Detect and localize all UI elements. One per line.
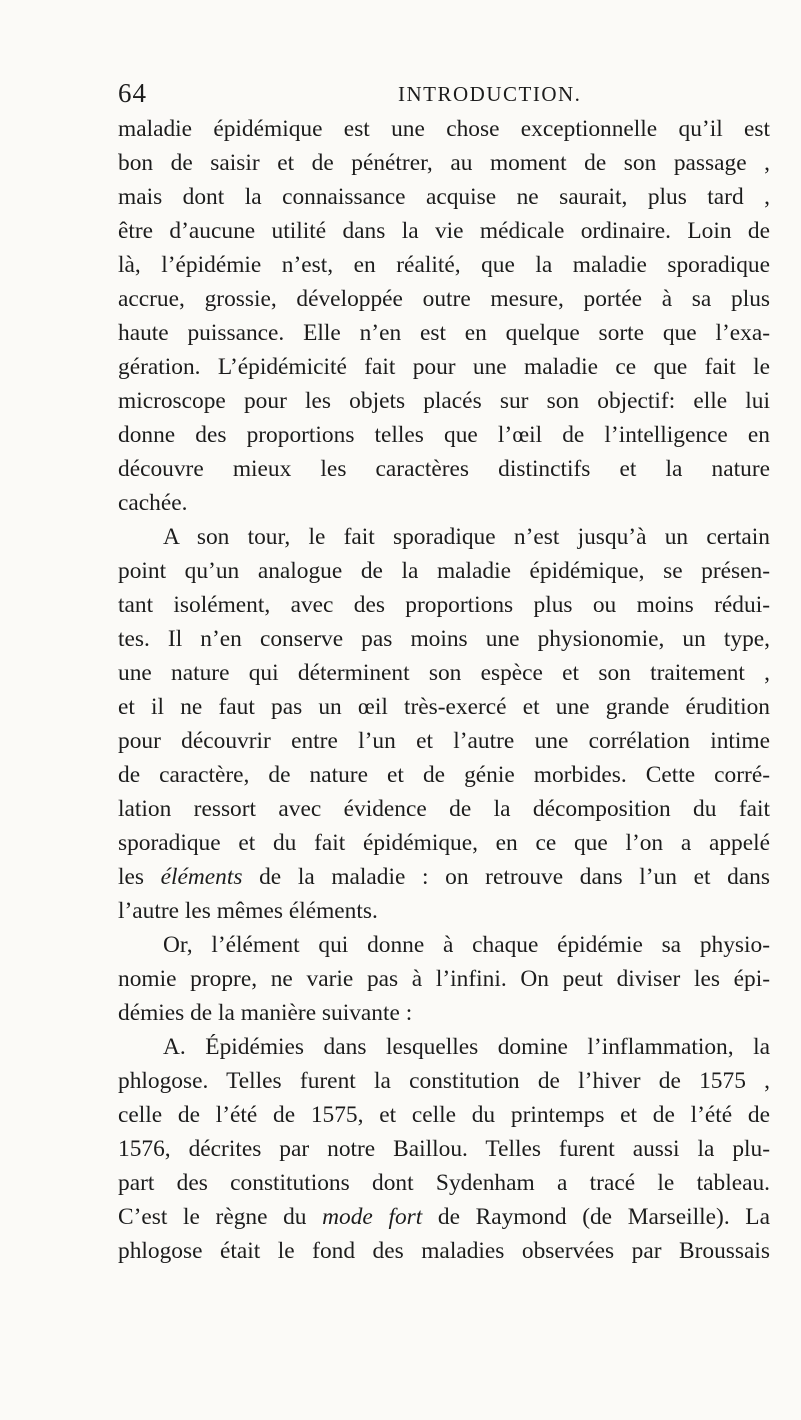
text-line: découvre mieux les caractères distinctifs et la nature xyxy=(118,456,770,482)
text-line: sporadique et du fait épidémique, en ce que l’on a appelé xyxy=(118,830,770,856)
text-line: haute puissance. Elle n’en est en quelque sorte que l’exa- xyxy=(118,320,770,346)
text-line: A. Épidémies dans lesquelles domine l’inflammation, la xyxy=(163,1034,770,1060)
text-line: une nature qui déterminent son espèce et son traitement , xyxy=(118,660,770,686)
text-fragment: les xyxy=(118,864,144,890)
text-line: donne des proportions telles que l’œil de l’intelligence en xyxy=(118,422,770,448)
text-line: nomie propre, ne varie pas à l’infini. On peut diviser les épi- xyxy=(118,966,770,992)
running-head: INTRODUCTION. xyxy=(398,82,582,106)
text-line: Or, l’élément qui donne à chaque épidémie sa physio- xyxy=(163,932,770,958)
text-line: celle de l’été de 1575, et celle du printemps et de l’été de xyxy=(118,1102,770,1128)
italic-term-mode-fort: mode fort xyxy=(322,1204,423,1230)
text-line: accrue, grossie, développée outre mesure, portée à sa plus xyxy=(118,286,770,312)
text-line: gération. L’épidémicité fait pour une maladie ce que fait le xyxy=(118,354,770,380)
text-line: part des constitutions dont Sydenham a tracé le tableau. xyxy=(118,1170,770,1196)
text-line: A son tour, le fait sporadique n’est jusqu’à un certain xyxy=(163,524,770,550)
text-line: démies de la manière suivante : xyxy=(118,1000,413,1026)
text-line: microscope pour les objets placés sur son objectif: elle lui xyxy=(118,388,770,414)
text-line: de caractère, de nature et de génie morbides. Cette corré- xyxy=(118,762,770,788)
italic-term-elements: éléments xyxy=(160,864,243,890)
text-line: cachée. xyxy=(118,490,188,516)
text-line: lation ressort avec évidence de la décomposition du fait xyxy=(118,796,770,822)
text-line: et il ne faut pas un œil très-exercé et une grande érudition xyxy=(118,694,770,720)
text-line: phlogose était le fond des maladies observées par Broussais xyxy=(118,1238,770,1264)
text-line: mais dont la connaissance acquise ne saurait, plus tard , xyxy=(118,184,770,210)
text-fragment: C’est le règne du xyxy=(118,1204,307,1230)
body-text xyxy=(118,112,770,1268)
text-fragment: de Raymond (de Marseille). La xyxy=(437,1204,770,1230)
text-line: bon de saisir et de pénétrer, au moment de son passage , xyxy=(118,150,770,176)
text-line-with-italic xyxy=(118,1200,770,1234)
text-line: l’autre les mêmes éléments. xyxy=(118,898,378,924)
text-line: point qu’un analogue de la maladie épidémique, se présen- xyxy=(118,558,770,584)
text-line: maladie épidémique est une chose exceptionnelle qu’il est xyxy=(118,116,770,142)
page-number: 64 xyxy=(118,78,147,108)
text-line: tes. Il n’en conserve pas moins une physionomie, un type, xyxy=(118,626,770,652)
text-line: pour découvrir entre l’un et l’autre une corrélation intime xyxy=(118,728,770,754)
page-header xyxy=(118,78,801,108)
text-line: tant isolément, avec des proportions plus ou moins rédui- xyxy=(118,592,770,618)
text-line-with-italic xyxy=(118,860,770,894)
text-fragment: de la maladie : on retrouve dans l’un et dans xyxy=(259,864,770,890)
text-line: être d’aucune utilité dans la vie médicale ordinaire. Loin de xyxy=(118,218,770,244)
text-line: 1576, décrites par notre Baillou. Telles furent aussi la plu- xyxy=(118,1136,770,1162)
text-line: phlogose. Telles furent la constitution de l’hiver de 1575 , xyxy=(118,1068,770,1094)
text-line: là, l’épidémie n’est, en réalité, que la maladie sporadique xyxy=(118,252,770,278)
